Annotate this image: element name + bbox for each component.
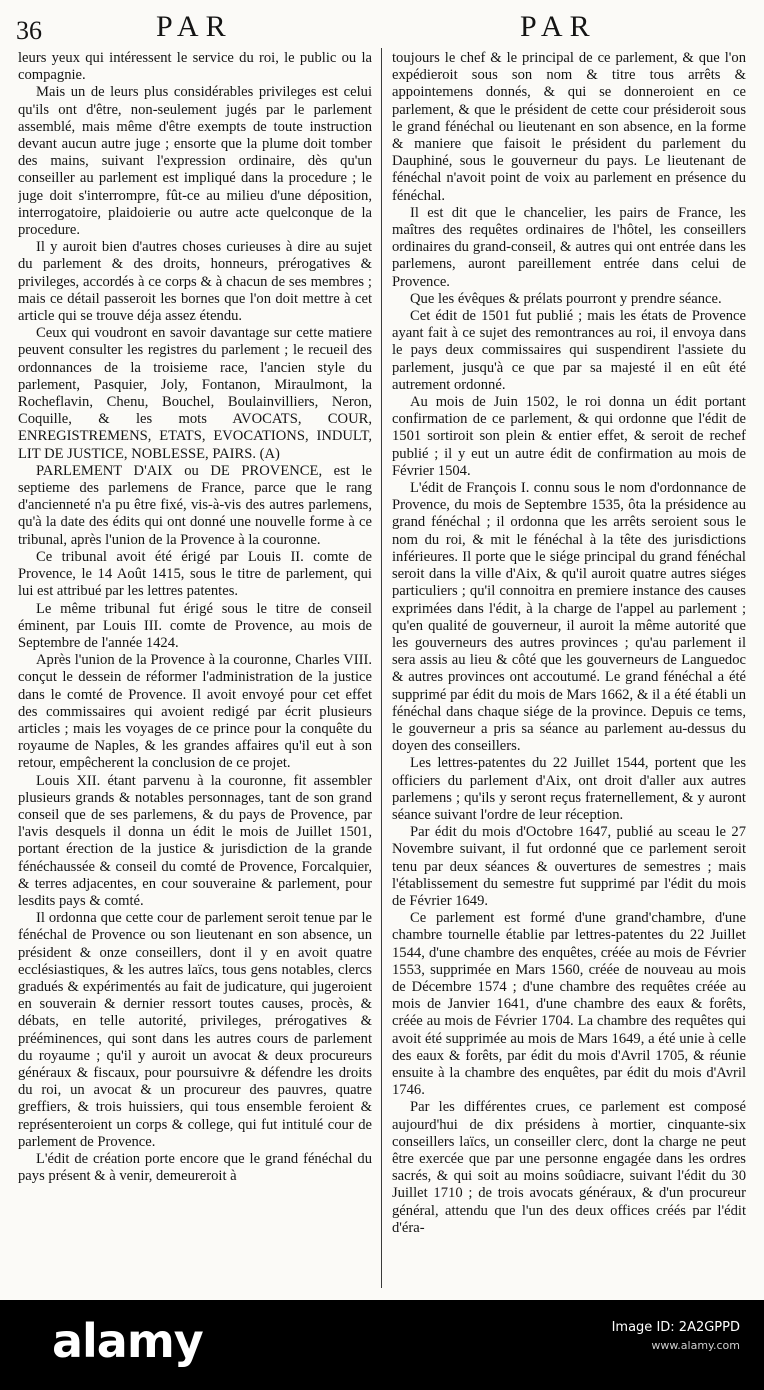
paragraph: L'édit de François I. connu sous le nom d'ordonnance de Provence, du mois de Septembre 1535, ôta la présidence au grand fénéchal ; il ordonna que les arrêts seroient sous le nom du roi, & mit le fénéchal à la tête des jurisdictions inférieures. Il porte que le siége principal du grand fénéchal seroit dans la ville d'Aix, & qu'il auroit quatre autres siéges particuliers ; qu'il connoitra en premiere instance des causes exprimées dans l'édit, à la charge de l'appel au parlement ; qu'en qualité de gouverneur, il auroit la même autorité que les gouverneurs des autres provinces ; qu'au parlement il sera assis au lieu & côté que les gouverneurs de Languedoc & autres provinces ont accoutumé. Le grand fénéchal a été supprimé par édit du mois de Mars 1662, & il a été établi un fénéchal dans chaque siége de la province. Depuis ce tems, le gouverneur a pris sa séance au parlement au-dessus du doyen des conseillers. bbox=[392, 480, 746, 755]
paragraph: L'édit de création porte encore que le grand fénéchal du pays présent & à venir, demeureroit à bbox=[18, 1151, 372, 1185]
paragraph: Le même tribunal fut érigé sous le titre de conseil éminent, par Louis III. comte de Provence, au mois de Septembre de l'année 1424. bbox=[18, 600, 372, 651]
running-head-left: PAR bbox=[156, 10, 233, 43]
paragraph: Après l'union de la Provence à la couronne, Charles VIII. conçut le dessein de réformer l'administration de la justice dans le comté de Provence. Il avoit envoyé pour cet effet des commissaires qui avoient redigé par écrit plusieurs articles ; mais les voyages de ce prince pour la conquête du royaume de Naples, & les grandes affaires qu'il eut à son retour, empêcherent la conclusion de ce projet. bbox=[18, 652, 372, 772]
watermark-meta bbox=[612, 1316, 740, 1352]
paragraph: Par édit du mois d'Octobre 1647, publié au sceau le 27 Novembre suivant, il fut ordonné que ce parlement seroit tenu par deux séances & ouvertures de semestres ; mais l'établissement du semestre fut supprimé par l'édit du mois de Février 1649. bbox=[392, 824, 746, 909]
paragraph: Au mois de Juin 1502, le roi donna un édit portant confirmation de ce parlement, & qui ordonne que l'édit de 1501 sortiroit son plein & entier effet, & seroit de rechef publié ; il y eut un autre édit de confirmation au mois de Février 1504. bbox=[392, 394, 746, 479]
right-column bbox=[392, 50, 746, 1290]
paragraph: Ceux qui voudront en savoir davantage sur cette matiere peuvent consulter les registres du parlement ; le recueil des ordonnances de la troisieme race, l'ancien style du parlement, Pasquier, Joly, Fontanon, Miraulmont, la Rocheflavin, Chenu, Bouchel, Boulainvilliers, Neron, Coquille, & les mots AVOCATS, COUR, ENREGISTREMENS, ETATS, EVOCATIONS, INDULT, LIT DE JUSTICE, NOBLESSE, PAIRS. (A) bbox=[18, 325, 372, 462]
paragraph: Par les différentes crues, ce parlement est composé aujourd'hui de dix présidens à mortier, cinquante-six conseillers laïcs, un conseiller clerc, dont la charge ne peut être exercée que par une personne engagée dans les ordres sacrés, & qui soit au moins soûdiacre, suivant l'édit du 30 Juillet 1710 ; de trois avocats généraux, & d'un procureur général, attendu que l'un des deux offices créés par l'édit d'éra- bbox=[392, 1099, 746, 1236]
paragraph: leurs yeux qui intéressent le service du roi, le public ou la compagnie. bbox=[18, 50, 372, 84]
paragraph: Les lettres-patentes du 22 Juillet 1544, portent que les officiers du parlement d'Aix, ont droit d'aller aux autres parlemens ; qu'ils y seront reçus fraternellement, & y auront séance suivant l'ordre de leur réception. bbox=[392, 755, 746, 823]
paragraph: Mais un de leurs plus considérables privileges est celui qu'ils ont d'être, non-seulement jugés par le parlement assemblé, mais même d'être exempts de toute instruction devant aucun autre juge ; ensorte que la plume doit tomber des mains, suivant l'expression ordinaire, dès qu'un conseiller au parlement est impliqué dans la procedure ; le juge doit s'interrompre, fût-ce au milieu d'une déposition, interrogatoire, plaidoierie ou autre acte quelconque de la procedure. bbox=[18, 84, 372, 239]
left-column bbox=[18, 50, 372, 1290]
site-url: www.alamy.com bbox=[651, 1339, 740, 1352]
paragraph: Ce parlement est formé d'une grand'chambre, d'une chambre tournelle établie par lettres-patentes du 22 Juillet 1544, d'une chambre des enquêtes, créée au mois de Février 1553, supprimée en Mars 1560, créée de nouveau au mois de Décembre 1574 ; d'une chambre des requêtes créée au mois de Janvier 1641, d'une chambre des eaux & forêts, créée au mois de Février 1704. La chambre des requêtes qui avoit été supprimée au mois de Mars 1649, a été unie à celle des eaux & forêts, par édit du mois d'Avril 1705, & réunie ensuite à la chambre des enquêtes, par édit du mois d'Avril 1746. bbox=[392, 910, 746, 1099]
paragraph: Il est dit que le chancelier, les pairs de France, les maîtres des requêtes ordinaires de l'hôtel, les conseillers ordinaires du grand-conseil, & autres qui ont entrée dans les parlemens, auront pareillement entrée dans celui de Provence. bbox=[392, 204, 746, 290]
running-head-right: PAR bbox=[520, 10, 597, 43]
alamy-logo: alamy bbox=[52, 1314, 203, 1368]
paragraph: Louis XII. étant parvenu à la couronne, fit assembler plusieurs grands & notables personnages, tant de son grand conseil que de ses parlemens, & du pays de Provence, par l'avis desquels il donna un édit le mois de Juillet 1501, portant érection de la justice & jurisdiction de la grande fénéchaussée & conseil du comté de Provence, Forcalquier, & terres adjacentes, en cour souveraine & parlement, pour lesdits pays & comté. bbox=[18, 772, 372, 909]
column-divider bbox=[381, 48, 382, 1288]
page-number: 36 bbox=[16, 16, 42, 45]
paragraph: Il y auroit bien d'autres choses curieuses à dire au sujet du parlement & des droits, honneurs, prérogatives & privileges, accordés à ce corps & à chacun de ses membres ; mais ce détail passeroit les bornes que l'on doit mettre à cet article qui se trouve déja assez étendu. bbox=[18, 239, 372, 325]
image-id-label: Image ID: 2A2GPPD bbox=[611, 1320, 740, 1335]
paragraph: Ce tribunal avoit été érigé par Louis II. comte de Provence, le 14 Août 1415, sous le titre de parlement, qui lui est attribué par les lettres patentes. bbox=[18, 548, 372, 600]
paragraph: Il ordonna que cette cour de parlement seroit tenue par le fénéchal de Provence ou son lieutenant en son absence, un président & onze conseillers, dont il y en avoit quatre ecclésiastiques, & les autres laïcs, tous gens notables, clercs gradués & expérimentés au fait de judicature, qui jugeroient en souverain & dernier ressort toutes causes, procès, & débats, en telle autorité, privileges, prérogatives & prééminences, qui sont dans les autres cours de parlement du royaume ; qu'il y auroit un avocat & deux procureurs généraux & fiscaux, pour poursuivre & défendre les droits du roi, un avocat & un procureur des pauvres, quatre greffiers, & trois huissiers, qui tous ensemble feroient & représenteroient un corps & college, qui fut intitulé cour de parlement de Provence. bbox=[18, 910, 372, 1150]
paragraph: Cet édit de 1501 fut publié ; mais les états de Provence ayant fait à ce sujet des remontrances au roi, il envoya dans le pays deux commissaires qui suspendirent l'assiete du parlement, jusqu'à ce que par sa majesté il en eût été autrement ordonné. bbox=[392, 308, 746, 393]
watermark-banner bbox=[0, 1300, 764, 1390]
paragraph: toujours le chef & le principal de ce parlement, & que l'on expédieroit sous son nom & titre tous arrêts & appointemens donnés, & qui se donneroient en ce parlement, & que le président de cette cour présideroit sous le grand fénéchal ou lieutenant en son absence, en la forme & maniere que faisoit le président du parlement du Dauphiné, sous le gouverneur du pays. Le lieutenant de fénéchal n'avoit point de voix au parlement en présence du fénéchal. bbox=[392, 50, 746, 204]
paragraph: Que les évêques & prélats pourront y prendre séance. bbox=[410, 290, 722, 307]
paragraph: PARLEMENT D'AIX ou DE PROVENCE, est le septieme des parlemens de France, parce que le rang d'ancienneté n'a pu être fixé, vis-à-vis des autres parlemens, qu'à la date des édits qui ont donné une nouvelle forme à ce tribunal, après l'union de la Provence à la couronne. bbox=[18, 462, 372, 548]
